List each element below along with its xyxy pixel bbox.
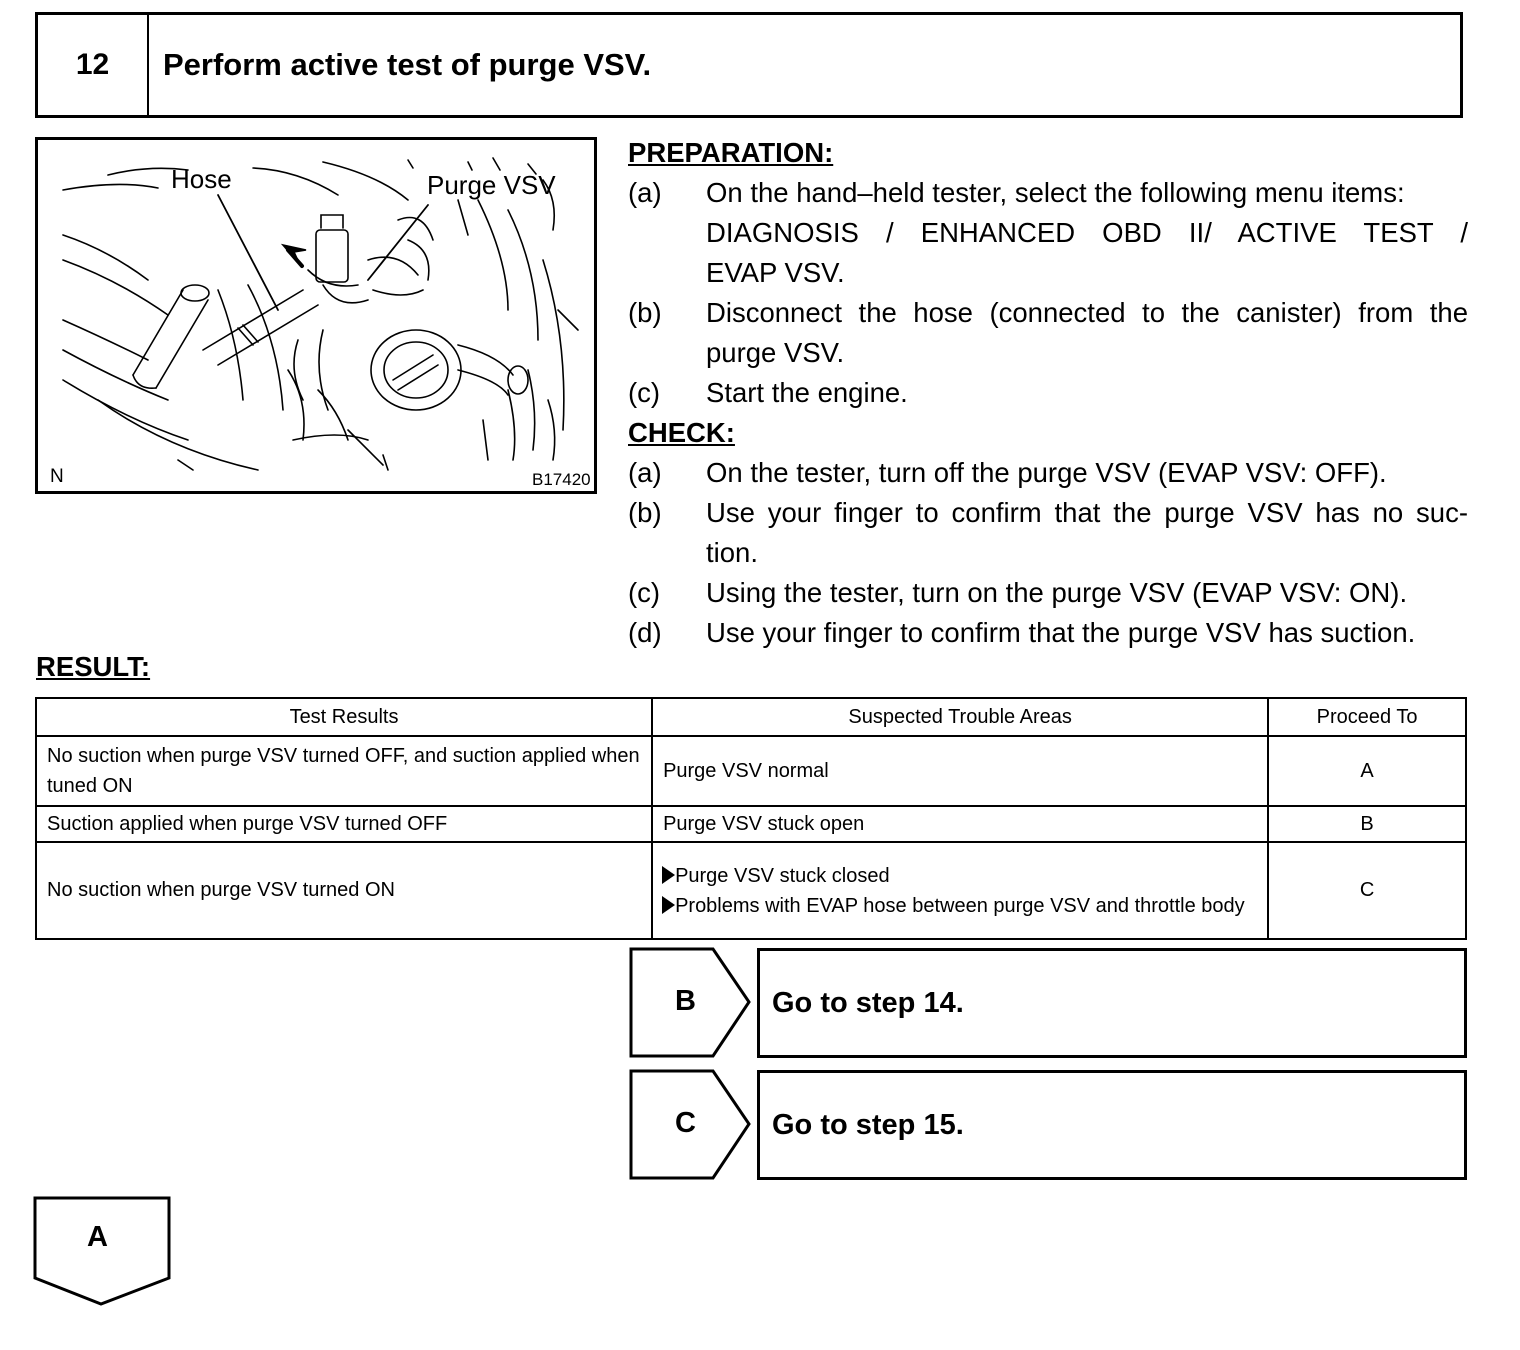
figure-corner-n: N bbox=[50, 466, 64, 487]
cell-trouble-area: Purge VSV normal bbox=[652, 736, 1268, 806]
text-line: purge VSV. bbox=[706, 337, 845, 368]
check-item-label: (b) bbox=[628, 497, 662, 528]
column-header-trouble-areas: Suspected Trouble Areas bbox=[652, 698, 1268, 736]
instructions bbox=[628, 133, 1468, 653]
cell-trouble-area bbox=[652, 842, 1268, 939]
check-heading: CHECK: bbox=[628, 417, 735, 448]
table-header-row bbox=[36, 698, 1466, 736]
text-line: Use your finger to confirm that the purge VSV has no suc- bbox=[706, 497, 1468, 528]
check-item-a bbox=[628, 453, 1468, 493]
check-item-label: (a) bbox=[628, 457, 662, 488]
bullet-text: Problems with EVAP hose between purge VSV and throttle body bbox=[675, 894, 1245, 917]
check-item-label: (d) bbox=[628, 617, 662, 648]
check-item-text bbox=[706, 573, 1468, 613]
prep-item-b bbox=[628, 293, 1468, 373]
text-line: Using the tester, turn on the purge VSV (EVAP VSV: ON). bbox=[706, 577, 1408, 608]
figure-code: B17420 bbox=[532, 470, 591, 489]
goto-step-14-box: Go to step 14. bbox=[757, 948, 1467, 1058]
text-line: DIAGNOSIS / ENHANCED OBD II/ ACTIVE TEST / bbox=[706, 217, 1468, 248]
cell-proceed: A bbox=[1268, 736, 1466, 806]
column-header-proceed-to: Proceed To bbox=[1268, 698, 1466, 736]
cell-proceed: B bbox=[1268, 806, 1466, 842]
text-line: Start the engine. bbox=[706, 377, 908, 408]
bullet-text: Purge VSV stuck closed bbox=[675, 864, 890, 887]
bullet-item bbox=[663, 891, 1257, 921]
text-line: Disconnect the hose (connected to the canister) from the bbox=[706, 297, 1468, 328]
prep-item-a bbox=[628, 173, 1468, 293]
branch-c-letter: C bbox=[675, 1107, 696, 1139]
check-item-text bbox=[706, 453, 1468, 493]
prep-item-text bbox=[706, 173, 1468, 293]
prep-item-text bbox=[706, 373, 1468, 413]
step-title: Perform active test of purge VSV. bbox=[163, 47, 652, 82]
label-purge-vsv: Purge VSV bbox=[427, 170, 556, 200]
branch-b-letter: B bbox=[675, 985, 696, 1017]
check-item-label: (c) bbox=[628, 577, 661, 608]
cell-trouble-area: Purge VSV stuck open bbox=[652, 806, 1268, 842]
result-heading: RESULT: bbox=[36, 651, 151, 682]
check-item-b bbox=[628, 493, 1468, 573]
goto-step-15-box: Go to step 15. bbox=[757, 1070, 1467, 1180]
label-hose: Hose bbox=[171, 164, 232, 194]
table-row bbox=[36, 842, 1466, 939]
text-line: On the hand–held tester, select the following menu items: bbox=[706, 177, 1405, 208]
text-line: tion. bbox=[706, 537, 758, 568]
cell-test-result: No suction when purge VSV turned OFF, and suction applied when tuned ON bbox=[36, 736, 652, 806]
prep-item-c bbox=[628, 373, 1468, 413]
branch-a-letter: A bbox=[87, 1221, 108, 1253]
check-item-c bbox=[628, 573, 1468, 613]
result-table bbox=[35, 697, 1467, 940]
check-item-d bbox=[628, 613, 1468, 653]
prep-item-text bbox=[706, 293, 1468, 373]
column-header-test-results: Test Results bbox=[36, 698, 652, 736]
triangle-bullet-icon bbox=[662, 866, 675, 884]
cell-proceed: C bbox=[1268, 842, 1466, 939]
check-item-text bbox=[706, 493, 1468, 573]
text-line: On the tester, turn off the purge VSV (EVAP VSV: OFF). bbox=[706, 457, 1387, 488]
table-row bbox=[36, 736, 1466, 806]
prep-item-label: (c) bbox=[628, 377, 661, 408]
prep-item-label: (b) bbox=[628, 297, 662, 328]
bullet-item bbox=[663, 861, 1257, 891]
table-row bbox=[36, 806, 1466, 842]
step-header bbox=[35, 12, 1463, 118]
cell-test-result: No suction when purge VSV turned ON bbox=[36, 842, 652, 939]
text-line: EVAP VSV. bbox=[706, 257, 845, 288]
check-item-text bbox=[706, 613, 1468, 653]
purge-vsv-illustration bbox=[35, 137, 597, 494]
preparation-heading: PREPARATION: bbox=[628, 137, 834, 168]
prep-item-label: (a) bbox=[628, 177, 662, 208]
cell-test-result: Suction applied when purge VSV turned OFF bbox=[36, 806, 652, 842]
text-line: Use your finger to confirm that the purge VSV has suction. bbox=[706, 617, 1416, 648]
step-number: 12 bbox=[38, 15, 149, 115]
triangle-bullet-icon bbox=[662, 896, 675, 914]
